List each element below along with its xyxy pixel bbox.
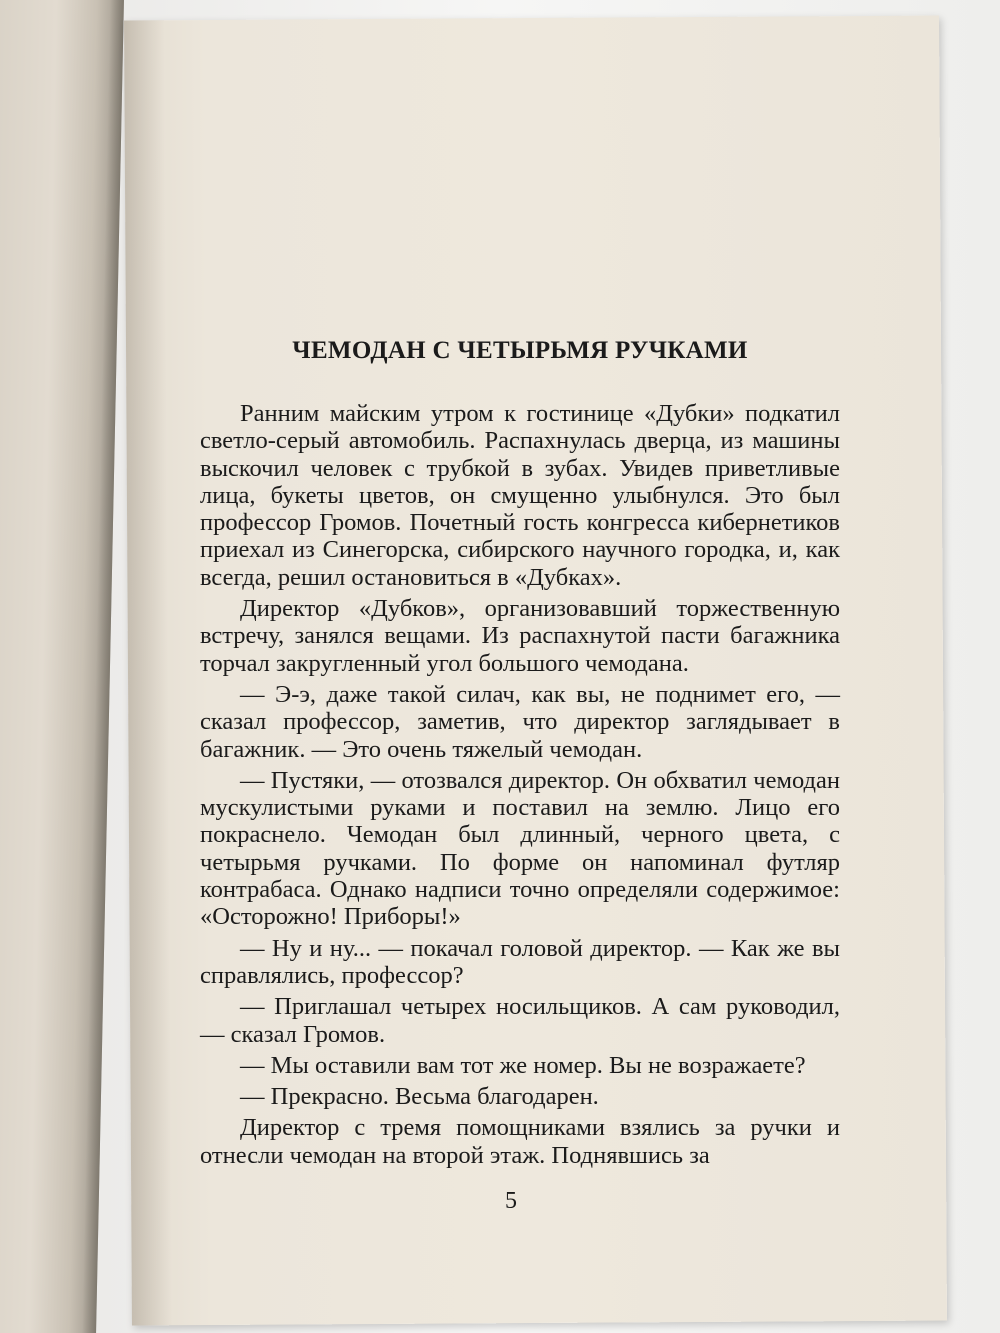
- chapter-title: ЧЕМОДАН С ЧЕТЫРЬМЯ РУЧКАМИ: [292, 337, 748, 364]
- facing-page-edge: [0, 0, 124, 1333]
- page-number: 5: [505, 1188, 517, 1214]
- paragraph-9: Директор с тремя помощниками взялись за ручки и отнесли чемодан на второй этаж. Поднявшись за: [200, 1114, 840, 1169]
- paragraph-3: — Э-э, даже такой силач, как вы, не поднимет его, — сказал профессор, заметив, что директор заглядывает в багажник. — Это очень тяжелый чемодан.: [200, 680, 840, 763]
- paragraph-1: Ранним майским утром к гостинице «Дубки» подкатил светло-серый автомобиль. Распахнулась дверца, из машины выскочил человек с трубкой в зубах. Увидев приветливые лица, букеты цветов, он смущенно улыбнулся. Это был профессор Громов. Почетный гость конгресса кибернетиков приехал из Синегорска, сибирского научного городка, и, как всегда, решил остановиться в «Дубках».: [200, 400, 840, 591]
- paragraph-7: — Мы оставили вам тот же номер. Вы не возражаете?: [240, 1051, 806, 1079]
- paragraph-5: — Ну и ну... — покачал головой директор. — Как же вы справлялись, профессор?: [200, 934, 840, 989]
- page-text: [200, 336, 840, 1169]
- paragraph-2: Директор «Дубков», организовавший торжественную встречу, занялся вещами. Из распахнутой пасти багажника торчал закругленный угол большого чемодана.: [200, 595, 840, 677]
- paragraph-4: — Пустяки, — отозвался директор. Он обхватил чемодан мускулистыми руками и поставил на землю. Лицо его покраснело. Чемодан был длинный, черного цвета, с четырьмя ручками. По форме он напоминал футляр контрабаса. Однако надписи точно определяли содержимое: «Осторожно! Приборы!»: [200, 766, 840, 931]
- paragraph-8: — Прекрасно. Весьма благодарен.: [240, 1083, 599, 1111]
- paragraph-6: — Приглашал четырех носильщиков. А сам руководил, — сказал Громов.: [200, 993, 840, 1048]
